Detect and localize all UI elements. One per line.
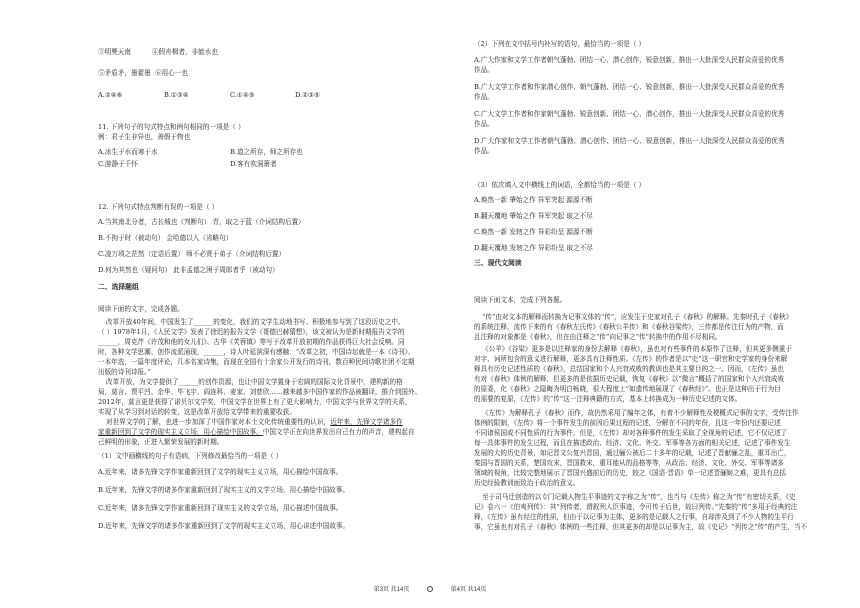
passage-line: 《左传》为解释孔子《春秋》而作，故仍然采用了编年之体，有着不少解释性及梗概式记事的文字，受传注作	[482, 409, 799, 417]
passage-line: “传”由对文本的解释而转换为记事文体的“传”，应发生于史家对孔子《春秋》的解释。先秦时孔子《春秋》	[482, 313, 793, 321]
sub3-title: （3）依次填入文中横线上的词语，全都恰当的一项是（ ）	[474, 181, 646, 189]
passage-line: 对字、词所包含的意义进行解释，更多具有注释性质。《左传》的作者是以“史”这一职官和史学家的身份来解	[474, 355, 788, 363]
sub2-option-c[interactable]: C.广大文学工作者和作家朝气蓬勃、锐意创新、团结一心、潜心创作，推出一大批深受人民群众喜爱的优秀	[474, 110, 785, 118]
passage-line: 记》卷六一《伯夷列传》：其“列传者，谓叙列人臣事迹，令可传于后世，故曰列传。”先秦的“传”多用于经典的注	[474, 503, 798, 511]
passage-line: 体例的限制，《左传》将一个事件发生的前因后果过程的记述，分解在不同的年份，且这一年份内还要记述	[474, 419, 781, 427]
sub2-option-d-cont: 作品。	[474, 147, 494, 155]
circle-icon	[427, 586, 433, 592]
sub1-option-a[interactable]: A.近年来，诸多先锋文学作家重新回到了文学的现实主义立场，用心描绘中国故事。	[98, 468, 343, 476]
sub2-title: （2）下列在文中括号内补写的语句，最恰当的一项是（ ）	[474, 40, 646, 48]
q10-item-3: ③明僰天南	[98, 48, 131, 56]
q12-title: 12. 下列句式特点判断有误的一项是（ ）	[98, 203, 219, 211]
sub1-option-b[interactable]: B.近年来，先锋文学的诸多作家重新回到了现实主义的文学立场，用心描绘中国故事。	[98, 486, 349, 494]
passage-line-underlined: 对世界文学的了解，也进一步加深了中国作家对本土文化传统重要性的认识，近年来，先锋文学诸多作	[106, 418, 403, 426]
passage-line: 不同诸侯国或不同性质的行为事件，但是，《左传》却对各种事件的发生采取了全视角的记述，它不仅记述了	[474, 429, 788, 437]
sub3-option-c[interactable]: C.焕然一新 发轫之作 异彩纷呈 源源不断	[474, 228, 593, 236]
passage-line: 2012年，莫言更是获得了诺贝尔文学奖，中国文学在世界上有了更大影响力，中国文学与世界文学的关系，	[98, 398, 412, 406]
q12-option-a[interactable]: A.当其南北分者，古长城也（判断句） 青，取之于蓝（介词结构后置）	[98, 218, 305, 226]
q11-option-c[interactable]: C.游静于千怀	[98, 160, 138, 168]
passage-line: 发展的大的历史背景，如记晋文公复兴晋国，通过骊公被后二十多年的记载，记述了晋献骊之乱，重耳出亡，	[474, 449, 791, 457]
passage-line: 《公羊》《谷梁》更多是以注释家的身份去解释《春秋》，虽也对有些事件的本原作了注释，但其更多侧重于	[482, 345, 792, 353]
passage-line: 局，莫言、贾平凹、余华、毕飞宇、阎连科、麦家、刘慈欣……越来越多中国作家的作品被翻译，推介到国外。	[98, 388, 422, 396]
q12-option-b[interactable]: B.不拘于时（被动句） 会哈德以入（省略句）	[98, 234, 233, 242]
passage-line: 实现了从学习到对话的转变，这是改革开放给文学带来的重要收获。	[98, 408, 296, 416]
passage-line: 改革开放40年间，中国发生了______的变化，我们的文学生动地书写、积极地参与到了这段历史之中。	[106, 318, 405, 326]
q11-option-a[interactable]: A.冰生于水而寒于水	[98, 148, 158, 156]
q10-item-6: ⑥用心一也	[155, 69, 188, 77]
page-number-left: 第3页 共14页	[373, 587, 410, 593]
passage-line-underlined: 家重新回到了文学的现实主义立场，用心描绘中国故事。中国文学正在向世界发出自己有力的声音，建构起自	[98, 428, 415, 436]
passage-line: 有对《春秋》体例的解释，但更多的是依据历史记载，恢复《春秋》以“微言”概括了的国家和个人兴衰成败	[474, 375, 785, 383]
passage-line: （ ）1978年1月，《人民文学》发表了徐迟的报告文学《哥德巴赫猜想》，该文被认为是新时期报告文学的	[98, 328, 405, 336]
passage-line: 一本年选，一篇年度评论，几本名家诗集，而现在全国有十余家公开发行的诗刊，数百种民间诗歌社团不定期	[98, 358, 415, 366]
passage-line: 至于司马迁创造的以专门记载人物生平事迹的文字称之为“传”，也当与《左传》称之为“传”有密切关系，《史	[482, 493, 796, 501]
q10-option-a[interactable]: A.②④⑥	[98, 91, 123, 99]
q12-option-c[interactable]: C.凌万顷之茫然（定语后置） 师不必贤于弟子（介词结构后置）	[98, 250, 286, 258]
passage-line: 每一具体事件的发生过程，而且在描述政治、经济、文化、外交、军事等各方面的相关记述，记述了事件发生	[474, 439, 791, 447]
passage-line: 秦国与晋国的关系，楚国攻宋，晋国救宋，重耳能从的品格等等，从政治、经济、文化、外交、军事等诸多	[474, 459, 784, 467]
passage-line: 的系统注释，流传下来的有《春秋左氏传》《春秋公羊传》和《春秋谷梁传》，三传都是传注行为的产物，而	[474, 323, 784, 331]
q11-example: 例：君子生非异也，善假于物也	[98, 133, 191, 141]
sub3-option-a[interactable]: A.焕然一新 肇始之作 异军突起 源源不断	[474, 196, 593, 204]
sub2-option-b-cont: 作品。	[474, 93, 494, 101]
q10-item-4: ④假舟楫者，非能水也	[152, 48, 218, 56]
section-2-heading: 二、选择题组	[98, 283, 139, 291]
passage-line: 出版的诗刊诗报。”	[98, 368, 151, 376]
right-page	[430, 0, 860, 608]
passage-line: 改革开放，为文学提供了______的创作资源，也让中国文学置身于宏阔的国际文化背景中，建构新的格	[106, 378, 403, 386]
sub3-option-d[interactable]: D.翻天覆地 发轫之作 异彩纷呈 取之不尽	[474, 244, 593, 252]
sub2-option-b[interactable]: B.广大文学工作者和作家潜心创作、朝气蓬勃、团结一心、锐意创新，推出一大批深受人民群众喜爱的优秀	[474, 83, 785, 91]
q11-option-b[interactable]: B.道之所存，师之所存也	[230, 148, 303, 156]
passage-line: ______，周克芹《许茂和他的女儿们》、古华《芙蓉镇》等写于改革开放初期的作品获得巨大社会反响。同	[98, 338, 405, 346]
passage-line: 历史经验教训面致治于政治的意义。	[474, 479, 580, 487]
sub2-option-d[interactable]: D.广大作家和文学工作者朝气蓬勃、潜心创作、团结一心、锐意创新，推出一大批深受人民群众喜爱的优秀	[474, 137, 785, 145]
q10-option-d[interactable]: D.②③⑤	[295, 91, 320, 99]
q11-title: 11. 下列句子的句式特点和例句相同的一项是（ ）	[98, 123, 245, 131]
page-number-right: 第4页 共14页	[450, 587, 487, 593]
page-footer	[0, 584, 860, 593]
sub1-title: （1）文中画横线的句子有语病，下列修改最恰当的一项是（ ）	[98, 452, 283, 460]
q11-option-d[interactable]: D.客有吹洞箫者	[230, 160, 277, 168]
sub2-option-a[interactable]: A.广大作家和文学工作者朝气蓬勃、团结一心、潜心创作、锐意创新，推出一大批深受人民群众喜爱的优秀	[474, 56, 785, 64]
passage-line: 领域的视角，比较完整地展示了晋国兴盛前后的历史，较之《国语·晋语》单一记述晋骊姬之难，更具有总括	[474, 469, 787, 477]
passage-intro: 阅读下面的文字，完成各题。	[98, 305, 184, 313]
passage-line: 事，它虽也有对孔子《春秋》体例的一些注释，但其更多的却是以记事为主，故《史记》“列传之“传”的产生，当不	[474, 523, 808, 531]
section-3-heading: 三、现代文阅读	[474, 259, 522, 267]
passage-line: 时，各种文学思潮、创作流派涌现，______，诗人叶延滨深有感触：“改革之初，中国诗坛就是一本《诗刊》、	[98, 348, 415, 356]
passage-line: 释，《左传》虽有经注的性质，但由于以记事为主体，更多的是记载人之行事，自却涉及到了不少人物的生平行	[474, 513, 794, 521]
q12-option-d[interactable]: D.何为其然也（疑问句） 此非孟德之困于周郎者乎（被动句）	[98, 266, 279, 274]
sub1-option-d[interactable]: D.近年来，先锋文学的诸多作家重新回到了文学的现实主义立场，用心讲述中国故事。	[98, 522, 350, 530]
sub2-option-c-cont: 作品。	[474, 120, 494, 128]
q10-option-c[interactable]: C.①④⑤	[230, 91, 255, 99]
sub2-option-a-cont: 作品。	[474, 66, 494, 74]
passage-intro: 阅读下面文本，完成下列各题。	[474, 296, 567, 304]
sub1-option-c[interactable]: C.近年来，诸多先锋文学作家重新回到了现实主义的文学立场，用心描述中国故事。	[98, 504, 343, 512]
passage-line: 释具有历史记述性质的《春秋》，总结国家和个人兴衰成败的教训也是其主要目的之一。因而，《左传》虽也	[474, 365, 784, 373]
passage-line: 己鲜明的形象，正进入繁荣发展的新时期。	[98, 438, 224, 446]
sub3-option-b[interactable]: B.翻天覆地 肇始之作 异军突起 取之不尽	[474, 212, 593, 220]
q10-item-5: ⑤矛盾矛，墨翟墨	[98, 69, 151, 77]
passage-line: 的原委，化《春秋》之隐晦为明白畅晓，很大程度上“如遗传地展现了《春秋经》”。也正是这种出于行为目	[474, 385, 781, 393]
q10-option-b[interactable]: B.①③④	[164, 91, 189, 99]
passage-line: 的需要的复原，《左传》的“传”这一注释典籍的方式，基本上转换成为一种历史记述的文体。	[474, 395, 742, 403]
passage-line: 且注释的对象都是《春秋》，但在由注释之“传”向记事之“传”转换中的作用不尽相同。	[474, 333, 722, 341]
